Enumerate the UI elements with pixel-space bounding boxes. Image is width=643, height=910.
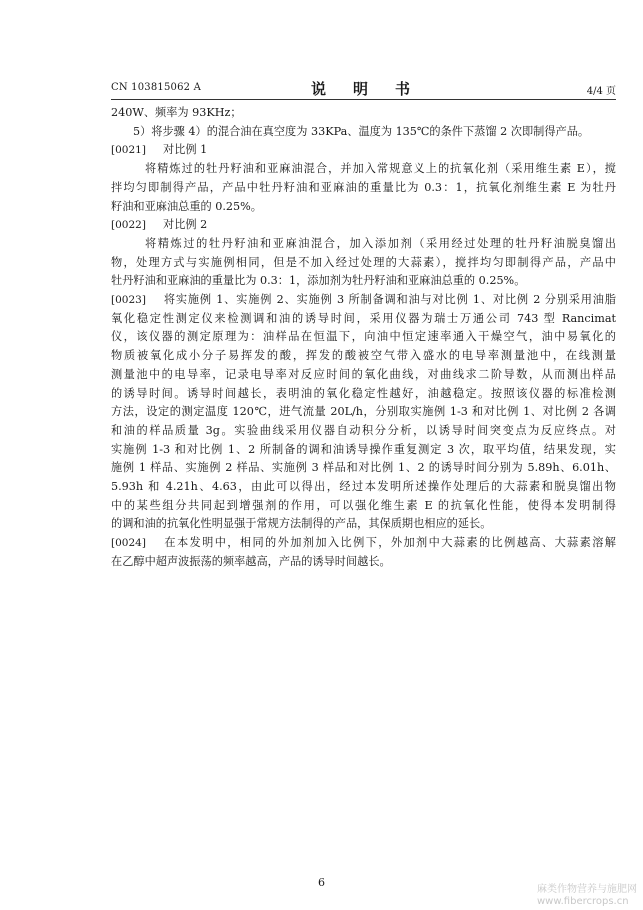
- text-line: 籽油和亚麻油总重的 0.25%。: [111, 199, 262, 213]
- text-line: 的诱导时间。诱导时间越长，表明油的氧化稳定性越好，油越稳定。按照该仪器的标准检测: [111, 386, 616, 400]
- text-line: 方法，设定的测定温度 120℃，进气流量 20L/h，分别取实施例 1-3 和对比例 1、对比例 2 各调: [111, 405, 616, 419]
- header-rule: [111, 99, 616, 100]
- text-line: [111, 534, 616, 553]
- section-title: 对比例 1: [163, 143, 208, 157]
- text-line: 的调和油的抗氧化性明显强于常规方法制得的产品，其保质期也相应的延长。: [111, 517, 492, 531]
- patent-number: CN 103815062 A: [111, 82, 202, 93]
- watermark-title: 麻类作物营养与施肥网: [537, 884, 637, 895]
- text-line: 5.93h 和 4.21h、4.63，由此可以得出，经过本发明所述操作处理后的大蒜素和脱臭馏出物: [111, 480, 616, 494]
- text-line: 在乙醇中超声波振荡的频率越高，产品的诱导时间越长。: [111, 554, 391, 568]
- paragraph-heading: [111, 141, 616, 160]
- page-count: 4/4 页: [586, 86, 616, 97]
- text-line: 仪，该仪器的测定原理为：油样品在恒温下，向油中恒定速率通入干燥空气，油中易氧化的: [111, 330, 616, 344]
- text-line: 5）将步骤 4）的混合油在真空度为 33KPa、温度为 135℃的条件下蒸馏 2 次即制得产品。: [133, 124, 590, 138]
- document-body: [111, 104, 616, 572]
- page-header: [111, 78, 616, 98]
- document-title: 说 明 书: [310, 80, 416, 98]
- paragraph-number: [0024]: [111, 537, 146, 550]
- text-line: 物质被氧化成小分子易挥发的酸，挥发的酸被空气带入盛水的电导率测量池中，在线测量: [111, 349, 616, 363]
- text-line: 物，处理方式与实施例相同，但是不加入经过处理的大蒜素），搅拌均匀即制得产品，产品中: [111, 255, 616, 269]
- page-number: 6: [318, 876, 325, 889]
- site-watermark: [537, 884, 637, 908]
- text-line: 拌均匀即制得产品，产品中牡丹籽油和亚麻油的重量比为 0.3：1，抗氧化剂维生素 E 为牡丹: [111, 180, 616, 194]
- paragraph-number: [0021]: [111, 144, 146, 157]
- paragraph-heading: [111, 216, 616, 235]
- text-line: 氧化稳定性测定仪来检测调和油的诱导时间，采用仪器为瑞士万通公司 743 型 Rancimat: [111, 311, 616, 325]
- paragraph-number: [0023]: [111, 294, 146, 307]
- text-line: [111, 291, 616, 310]
- text-line: 施例 1 样品、实施例 2 样品、实施例 3 样品和对比例 1、2 的诱导时间分别为 5.89h、6.01h、: [111, 461, 616, 475]
- text-line: 240W、频率为 93KHz；: [111, 106, 242, 119]
- text-line: 和油的样品质量 3g。实验曲线采用仪器自动积分分析，以诱导时间突变点为反应终点。对: [111, 423, 616, 437]
- text-line: 测量池中的电导率，记录电导率对反应时间的氧化曲线，对曲线求二阶导数，从而测出样品: [111, 367, 616, 381]
- watermark-url: www.fibercrops.cn: [537, 896, 629, 907]
- paragraph-number: [0022]: [111, 219, 146, 232]
- text-line: 中的某些组分共同起到增强剂的作用，可以强化维生素 E 的抗氧化性能，使得本发明制得: [111, 498, 616, 512]
- text-line: 将精炼过的牡丹籽油和亚麻油混合，并加入常规意义上的抗氧化剂（采用维生素 E），搅: [145, 162, 616, 176]
- text-line: 实施例 1-3 和对比例 1、2 所制备的调和油诱导操作重复测定 3 次，取平均值，结果发现，实: [111, 442, 616, 456]
- section-title: 对比例 2: [163, 218, 208, 232]
- text-line: 牡丹籽油和亚麻油的重量比为 0.3：1，添加剂为牡丹籽油和亚麻油总重的 0.25%。: [111, 274, 526, 288]
- text-line-content: 将实施例 1、实施例 2、实施例 3 所制备调和油与对比例 1、对比例 2 分别采用油脂: [163, 293, 616, 307]
- text-line-content: 在本发明中，相同的外加剂加入比例下，外加剂中大蒜素的比例越高、大蒜素溶解: [163, 536, 616, 550]
- text-line: 将精炼过的牡丹籽油和亚麻油混合，加入添加剂（采用经过处理的牡丹籽油脱臭馏出: [145, 236, 616, 250]
